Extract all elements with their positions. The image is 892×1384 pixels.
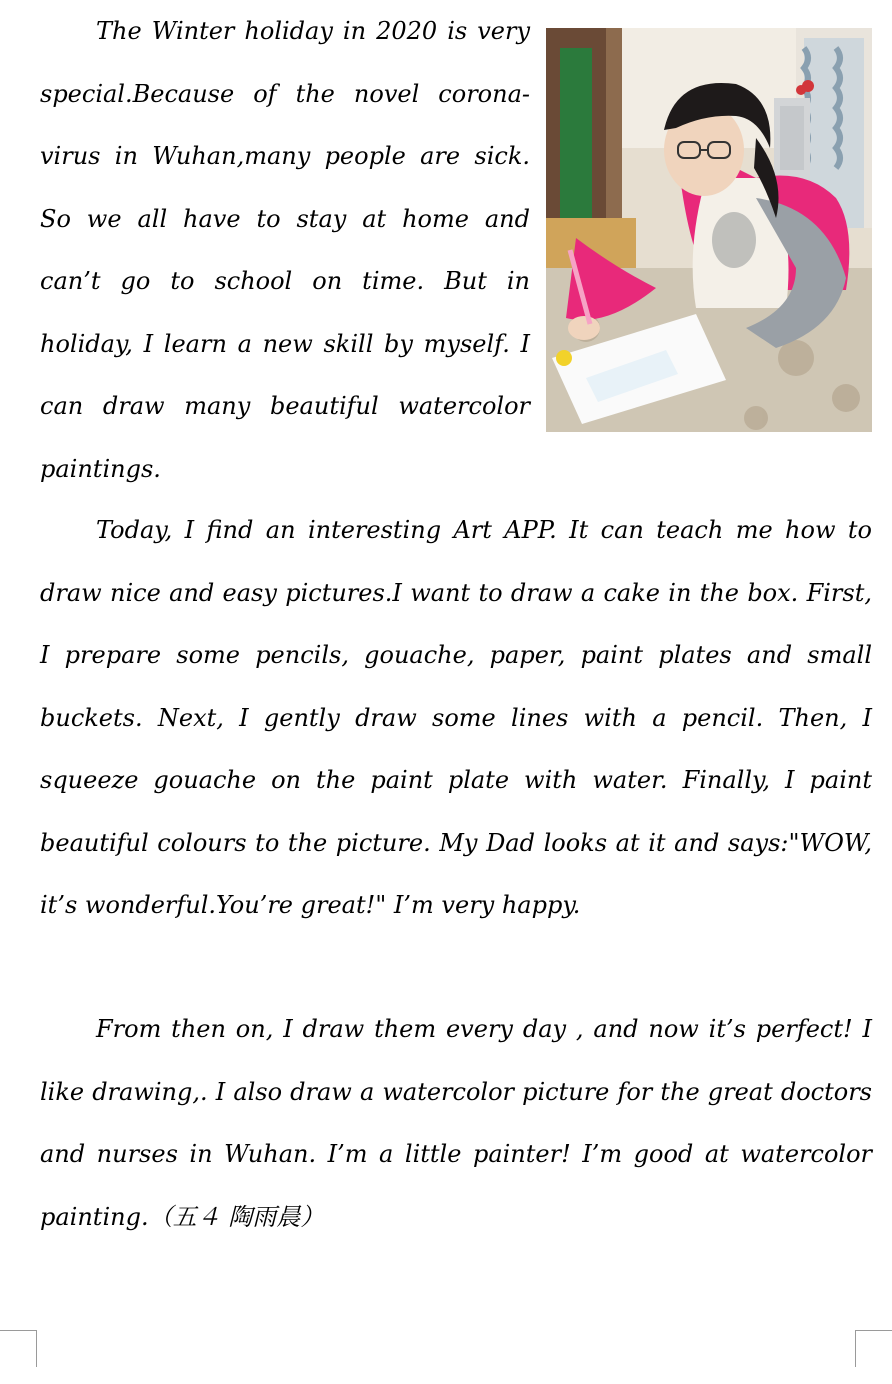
girl-drawing-photo xyxy=(546,28,872,432)
paragraph-3: From then on, I draw them every day , and now it’s perfect! I like drawing,. I also draw a watercolor picture for the great doctors and nurses in Wuhan. I’m a little painter! I’m good at watercolor painting.（五４ 陶雨晨） xyxy=(40,1015,872,1231)
crop-mark-right xyxy=(855,1330,892,1367)
crop-mark-left xyxy=(0,1330,37,1367)
photo-illustration xyxy=(546,28,872,432)
paragraph-1-text: The Winter holiday in 2020 is very special.Because of the novel corona-virus in Wuhan,many people are sick. So we all have to stay at home and can’t go to school on time. But in holiday, I learn a new skill by myself. I can draw many beautiful watercolor paintings. xyxy=(40,17,530,483)
paragraph-1 xyxy=(40,0,872,500)
paragraph-2: Today, I find an interesting Art APP. It can teach me how to draw nice and easy pictures.I want to draw a cake in the box. First, I prepare some pencils, gouache, paper, paint plates and small buckets. Next, I gently draw some lines with a pencil. Then, I squeeze gouache on the paint plate with water. Finally, I paint beautiful colours to the picture. My Dad looks at it and says:"WOW, it’s wonderful.You’re great!" I’m very happy. xyxy=(40,516,872,919)
photo-frame xyxy=(546,28,872,432)
